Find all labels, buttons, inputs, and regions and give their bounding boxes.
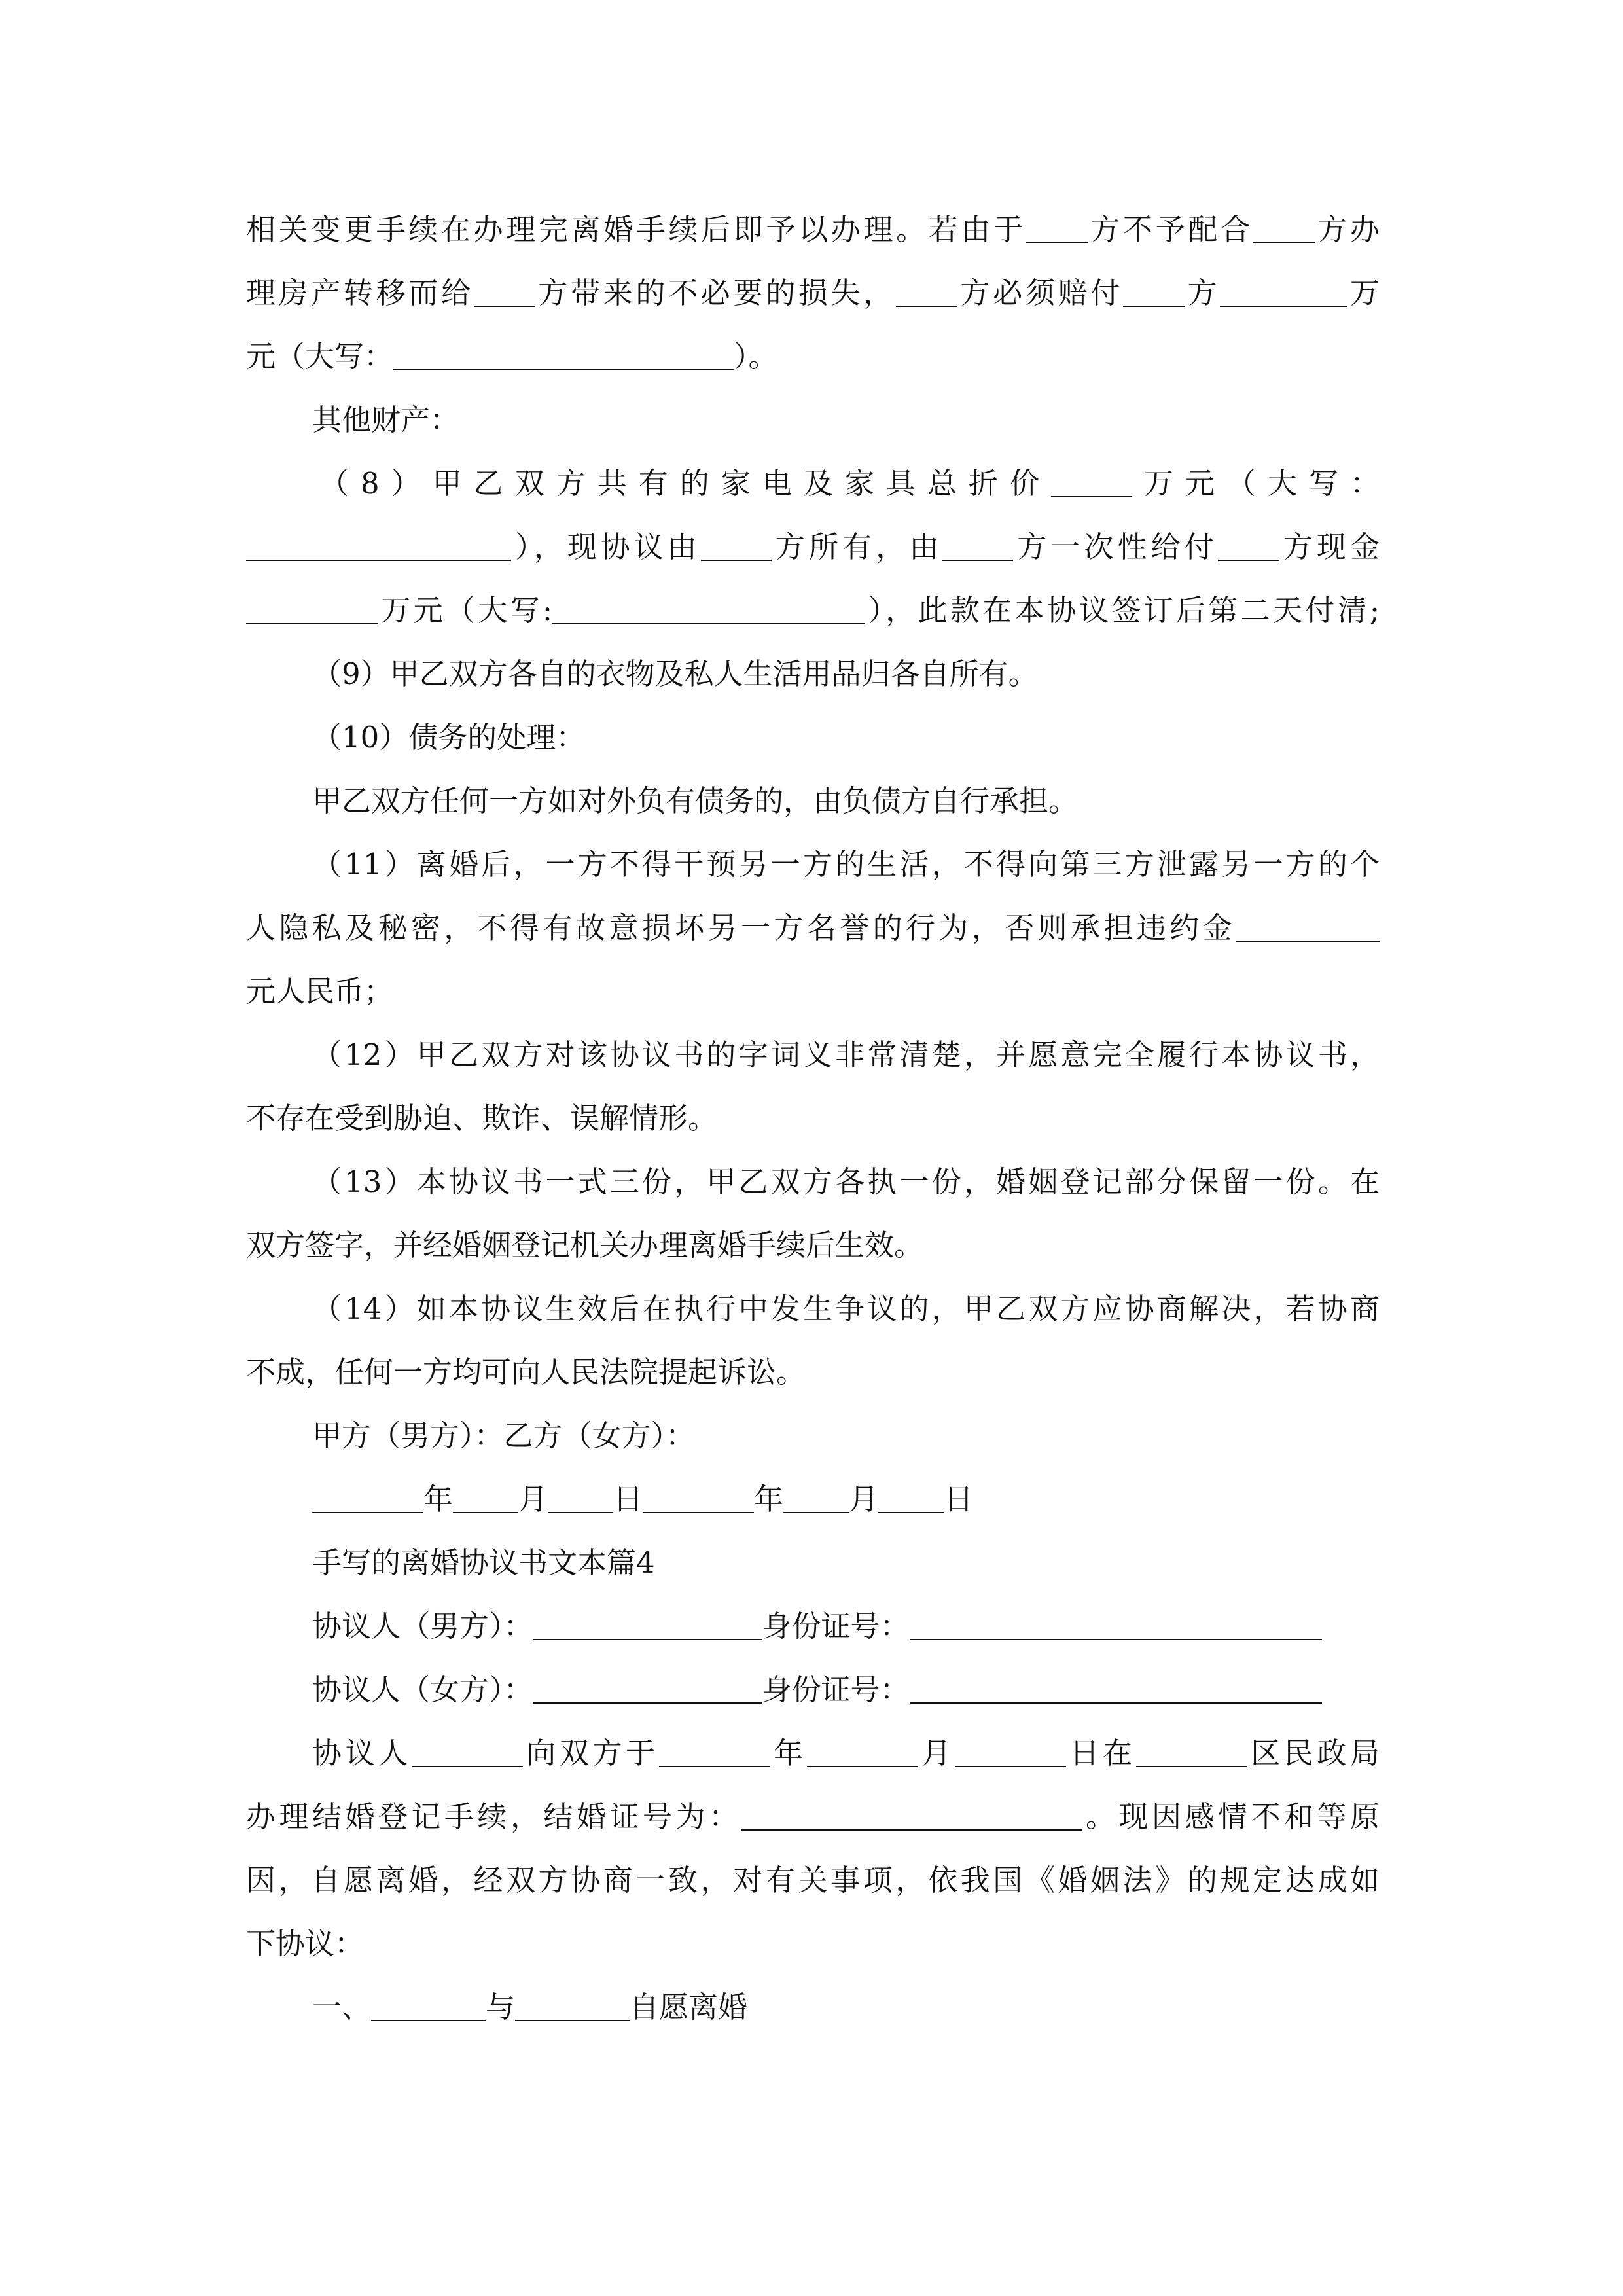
blank-field bbox=[807, 1736, 918, 1767]
paragraph-item-11: （11）离婚后，一方不得干预另一方的生活，不得向第三方泄露另一方的个 人隐私及秘密，不得有故意损坏另一方名誉的行为，否则承担违约金 元人民币； bbox=[246, 847, 1380, 1009]
blank-field bbox=[955, 1736, 1066, 1767]
blank-field bbox=[942, 530, 1013, 561]
blank-field bbox=[741, 1800, 1082, 1831]
blank-field bbox=[701, 530, 772, 561]
signature-parties: 甲方（男方）：乙方（女方）： bbox=[312, 1418, 696, 1453]
blank-field bbox=[453, 1482, 518, 1513]
blank-field bbox=[312, 1482, 423, 1513]
blank-field bbox=[246, 594, 378, 624]
blank-field bbox=[1236, 911, 1380, 942]
paragraph-item-14: （14）如本协议生效后在执行中发生争议的，甲乙双方应协商解决，若协商 不成，任何一方均可向人民法院提起诉讼。 bbox=[246, 1291, 1380, 1390]
party-female-line: 协议人（女方）： 身份证号： bbox=[246, 1658, 1446, 1721]
blank-field bbox=[552, 594, 865, 624]
blank-field bbox=[371, 1990, 486, 2021]
section-heading: 手写的离婚协议书文本篇4 bbox=[312, 1545, 655, 1580]
blank-field bbox=[533, 1673, 762, 1704]
blank-field bbox=[1051, 467, 1132, 497]
blank-field bbox=[1218, 530, 1279, 561]
party-male-line: 协议人（男方）： 身份证号： bbox=[246, 1594, 1446, 1658]
paragraph-other-property: 其他财产： bbox=[312, 403, 460, 437]
blank-field bbox=[474, 276, 535, 307]
paragraph-property-transfer: 相关变更手续在办理完离婚手续后即予以办理。若由于 方不予配合 方办 理房产转移而给 方带来的不必要的损失， 方必须赔付 方 万 元（大写： ）。 bbox=[246, 212, 1380, 374]
blank-field bbox=[412, 1736, 523, 1767]
blank-field bbox=[1026, 213, 1088, 243]
paragraph-item-8: （8）甲乙双方共有的家电及家具总折价 万元（大写： ），现协议由 方所有，由 方一次性给付 方现金 万元（大写: ），此款在本协议签订后第二天付清; bbox=[246, 452, 1380, 642]
clause-one: 一、 与 自愿离婚 bbox=[312, 1990, 748, 2024]
blank-field bbox=[659, 1736, 770, 1767]
blank-field bbox=[896, 276, 957, 307]
blank-field bbox=[910, 1609, 1322, 1640]
blank-field bbox=[783, 1482, 849, 1513]
blank-field bbox=[1123, 276, 1185, 307]
paragraph-item-9: （9）甲乙双方各自的衣物及私人生活用品归各自所有。 bbox=[312, 656, 1038, 691]
blank-field bbox=[515, 1990, 630, 2021]
blank-field bbox=[533, 1609, 762, 1640]
blank-field bbox=[910, 1673, 1322, 1704]
blank-field bbox=[1136, 1736, 1247, 1767]
blank-field bbox=[878, 1482, 944, 1513]
paragraph-item-12: （12）甲乙双方对该协议书的字词义非常清楚，并愿意完全履行本协议书， 不存在受到胁迫、欺诈、误解情形。 bbox=[246, 1037, 1380, 1136]
paragraph-debt-handling: 甲乙双方任何一方如对外负有债务的，由负债方自行承担。 bbox=[312, 783, 1079, 818]
blank-field bbox=[1253, 213, 1315, 243]
paragraph-item-13: （13）本协议书一式三份，甲乙双方各执一份，婚姻登记部分保留一份。在 双方签字，并经婚姻登记机关办理离婚手续后生效。 bbox=[246, 1164, 1380, 1263]
blank-field bbox=[548, 1482, 613, 1513]
paragraph-item-10: （10）债务的处理： bbox=[312, 720, 586, 755]
blank-field bbox=[643, 1482, 754, 1513]
blank-field bbox=[393, 340, 734, 370]
blank-field bbox=[1220, 276, 1347, 307]
signature-dates: 年 月 日 年 月 日 bbox=[246, 1467, 1446, 1531]
blank-field bbox=[246, 530, 511, 561]
paragraph-agreement-intro: 协议人 向双方于 年 月 日在 区民政局 办理结婚登记手续，结婚证号为： 。现因感情不和等原 因，自愿离婚，经双方协商一致，对有关事项，依我国《婚姻法》的规定达成如 下协议： bbox=[246, 1736, 1380, 1961]
